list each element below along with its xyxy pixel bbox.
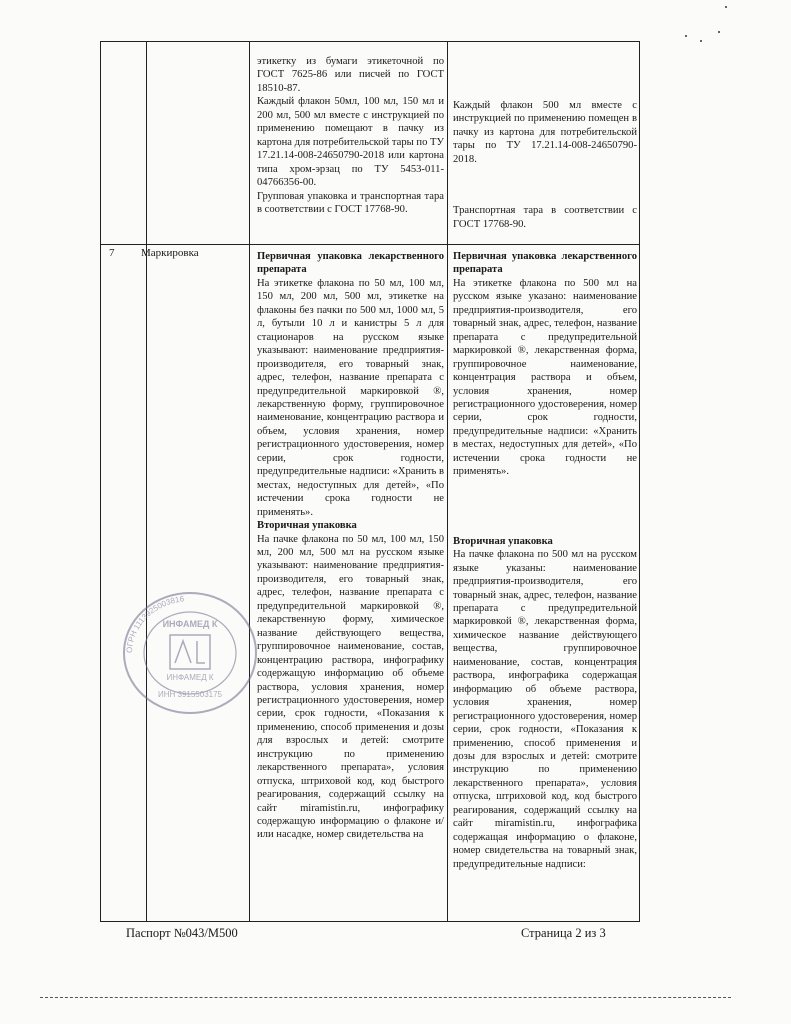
page-number: Страница 2 из 3 <box>521 926 606 940</box>
row6-col-a <box>257 55 444 216</box>
passport-number: Паспорт №043/М500 <box>126 926 238 940</box>
packaging-text: этикетку из бумаги этикеточной по ГОСТ 7625-86 или писчей по ГОСТ 18510-87. <box>257 56 444 94</box>
secondary-packaging-text: На пачке флакона по 500 мл на русском языке указаны: наименование предприятия-производителя, его товарный знак, адрес, телефон, название препарата с предупредительной маркировкой ®, лекарственная форма, химическое название действующего вещества, группировочное наименование, состав, концентрация раствора, инфографика содержащая информацию об объеме раствора, условия хранения, номер регистрационного удостоверения, номер серии, срок годности, «Показания к применению, способ применения и дозы для взрослых и детей: смотрите инструкцию по применению лекарственного препарата», условия отпуска, штриховой код, код быстрого реагирования, содержащий ссылку на сайт miramistin.ru, инфографика содержащая информацию о флаконе, номер свидетельства на товарный знак, предупредительные надписи: <box>453 549 637 870</box>
row7-col-a <box>257 250 444 842</box>
column-divider <box>146 42 147 921</box>
row6-col-b <box>453 99 637 231</box>
packaging-text: Каждый флакон 50мл, 100 мл, 150 мл и 200 мл, 500 мл вместе с инструкцией по применению помещают в пачку из картона для потребительской тары по ТУ 17.21.14-008-24650790-2018 или картона типа хром-эрзац по ТУ 5453-011-04766356-00. <box>257 96 444 189</box>
primary-packaging-text: На этикетке флакона по 50 мл, 100 мл, 150 мл, 200 мл, 500 мл, этикетке на флаконы без пачки по 500 мл, 1000 мл, 5 л, бутыли 10 л и канистры 5 л для стационаров на русском языке указывают: наименование предприятия-производителя, его товарный знак, адрес, телефон, название препарата с предупредительной маркировкой ®, лекарственную форму, группировочное наименование, концентрацию раствора и объем, условия хранения, номер регистрационного удостоверения, номер серии, срок годности, предупредительные надписи: «Хранить в местах, недоступных для детей», «По истечении срока годности не применять». <box>257 277 444 518</box>
packaging-text: Групповая упаковка и транспортная тара в соответствии с ГОСТ 17768-90. <box>257 190 444 215</box>
stamp-text: ИНФАМЕД К <box>166 673 214 682</box>
secondary-packaging-text: На пачке флакона по 50 мл, 100 мл, 150 мл, 200 мл, 500 мл на русском языке указывают: наименование предприятия-производителя, его товарный знак, адрес, телефон, название препарата с предупредительной маркировкой ®, лекарственную форму, химическое название действующего вещества, группировочное наименование, состав, концентрацию раствора, инфографику содержащую информацию об объеме раствора, условия хранения, номер регистрационного удостоверения, номер серии, срок годности, «Показания к применению, способ применения и дозы для взрослых и детей: смотрите инструкцию по применению лекарственного препарата», условия отпуска, штриховой код, код быстрого реагирования, содержащий ссылку на сайт miramistin.ru, инфографику содержащую информацию о флаконе и/или насадке, номер свидетельства на <box>257 533 444 841</box>
primary-packaging-heading: Первичная упаковка лекарственного препарата <box>257 251 444 276</box>
primary-packaging-heading: Первичная упаковка лекарственного препарата <box>453 251 637 276</box>
primary-packaging-text: На этикетке флакона по 500 мл на русском языке указано: наименование предприятия-производителя, его товарный знак, адрес, телефон, название препарата с предупредительной маркировкой ®, лекарственная форма, группировочное наименование, концентрация раствора и объем, условия хранения, номер регистрационного удостоверения, номер серии, срок годности, предупредительные надписи: «Хранить в местах, недоступных для детей», «По истечении срока годности не применять». <box>453 277 637 478</box>
stamp-logo-icon <box>170 635 210 669</box>
stamp-text: ИНН 3915503175 <box>157 690 223 699</box>
row-divider <box>101 244 639 245</box>
company-stamp <box>115 583 265 723</box>
scan-edge-line <box>40 997 731 998</box>
secondary-packaging-heading: Вторичная упаковка <box>453 535 553 547</box>
secondary-packaging-heading: Вторичная упаковка <box>257 520 357 532</box>
stamp-text: ИНФАМЕД К <box>162 619 218 629</box>
column-divider <box>447 42 448 921</box>
stamp-logo-icon <box>175 641 205 663</box>
packaging-text: Каждый флакон 500 мл вместе с инструкцией по применению помещен в пачку из картона для потребительской тары по ТУ 17.21.14-008-24650790-2018. <box>453 100 637 165</box>
row7-col-b <box>453 250 637 871</box>
row-number: 7 <box>109 247 115 259</box>
row-name: Маркировка <box>141 247 199 259</box>
column-divider <box>249 42 250 921</box>
packaging-text: Транспортная тара в соответствии с ГОСТ 17768-90. <box>453 205 637 230</box>
stamp-text: ОГРН 1113925003816 <box>124 594 185 654</box>
